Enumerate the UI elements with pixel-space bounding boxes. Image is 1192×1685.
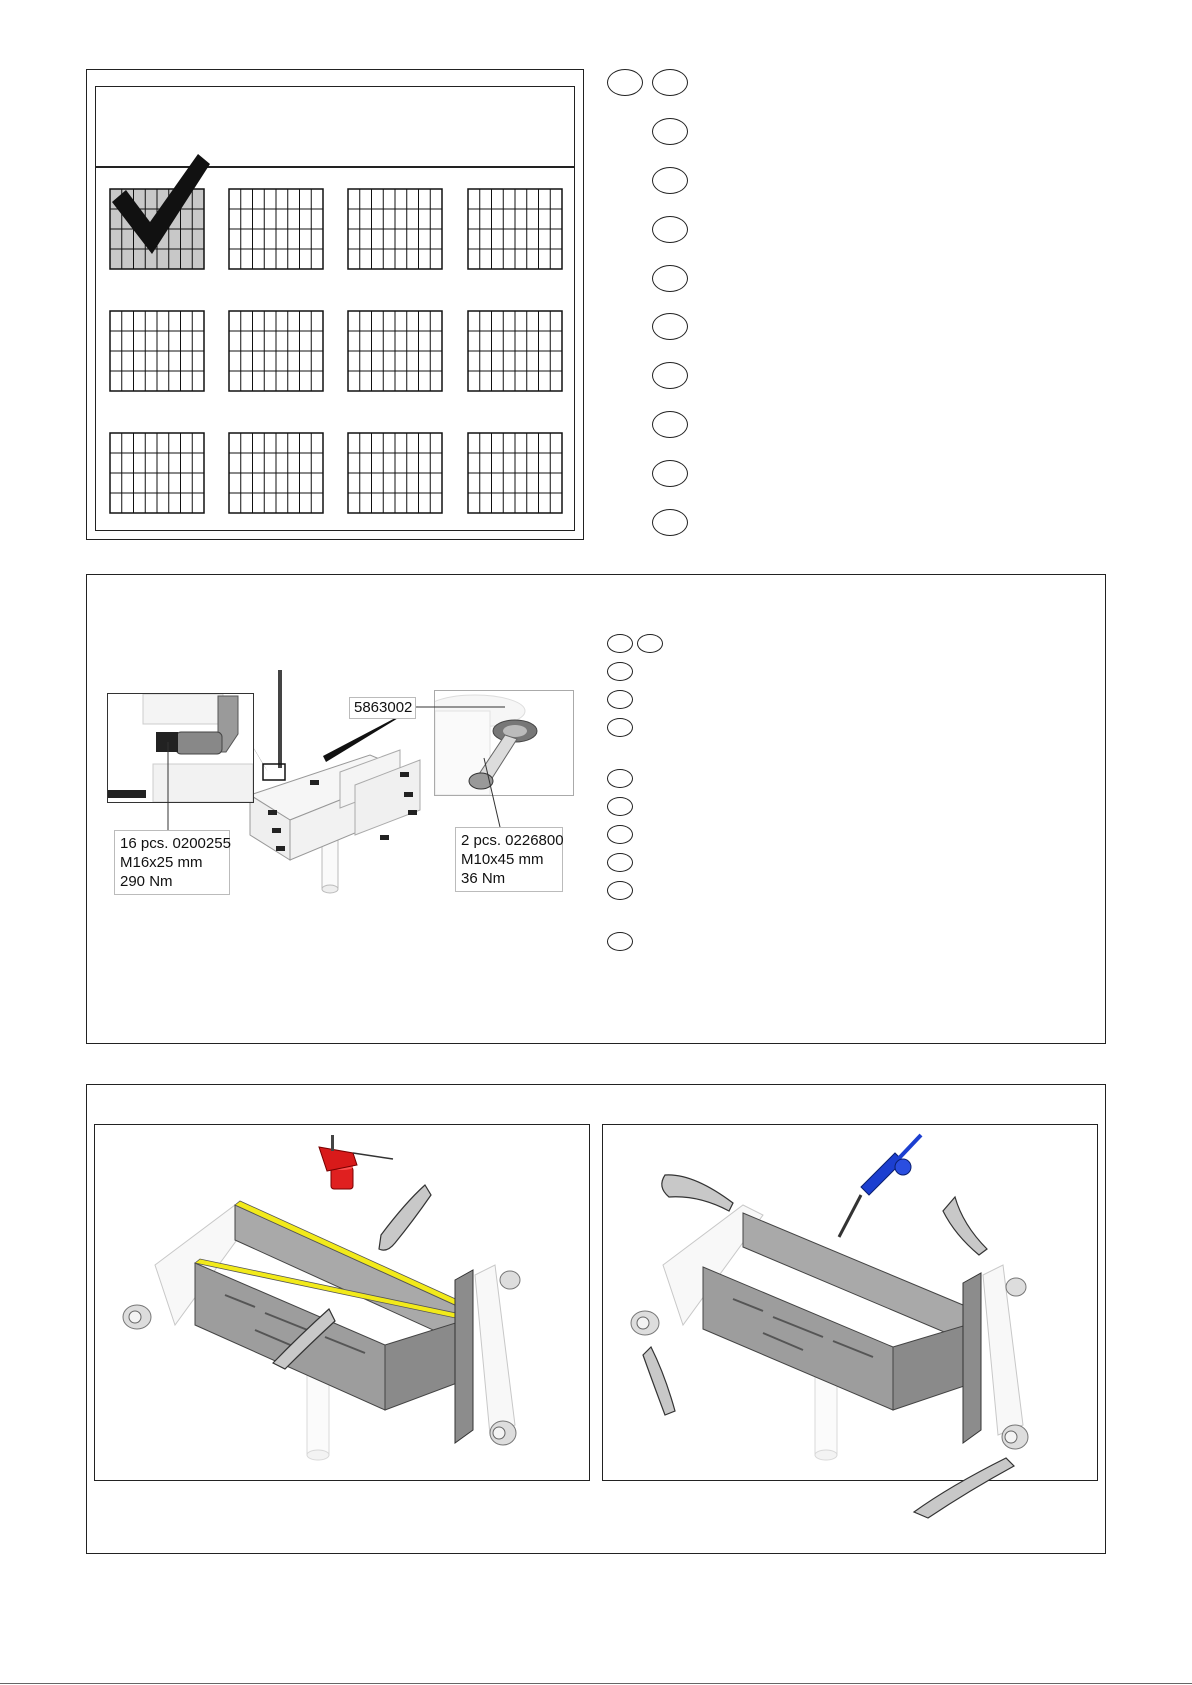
footer-rule — [0, 1683, 1192, 1684]
language-badge — [607, 769, 633, 788]
callout-right-line1: 2 pcs. 0226800 — [461, 832, 564, 849]
language-badge — [637, 634, 663, 653]
language-badge — [607, 718, 633, 737]
torque-callout-left — [114, 830, 230, 895]
language-badge — [607, 881, 633, 900]
language-badge — [607, 69, 643, 96]
language-badge — [607, 634, 633, 653]
part-number-callout — [349, 697, 416, 719]
grease-gun-icon — [839, 1135, 921, 1237]
language-badge — [607, 825, 633, 844]
callout-left-line2: M16x25 mm — [120, 854, 203, 871]
language-badge — [652, 167, 688, 194]
hand-pointer-icon — [910, 1450, 1020, 1520]
language-badge — [607, 662, 633, 681]
callout-left-line3: 290 Nm — [120, 873, 173, 890]
torque-callout-right — [455, 827, 563, 892]
language-badge — [652, 265, 688, 292]
language-badge — [652, 69, 688, 96]
callout-right-line3: 36 Nm — [461, 870, 506, 887]
language-badge — [652, 460, 688, 487]
language-badge — [652, 362, 688, 389]
callout-left-line1: 16 pcs. 0200255 — [120, 835, 231, 852]
oil-can-icon — [319, 1135, 393, 1189]
oil-panel — [94, 1124, 590, 1481]
language-badge — [652, 509, 688, 536]
language-badge — [652, 216, 688, 243]
language-badge — [607, 932, 633, 951]
language-badge — [607, 797, 633, 816]
language-badge — [652, 118, 688, 145]
callout-leaders — [0, 0, 600, 900]
language-badge — [607, 853, 633, 872]
callout-right-line2: M10x45 mm — [461, 851, 544, 868]
part-number: 5863002 — [354, 699, 413, 716]
language-badge — [607, 690, 633, 709]
grease-panel — [602, 1124, 1098, 1481]
language-badge — [652, 411, 688, 438]
language-badge — [652, 313, 688, 340]
